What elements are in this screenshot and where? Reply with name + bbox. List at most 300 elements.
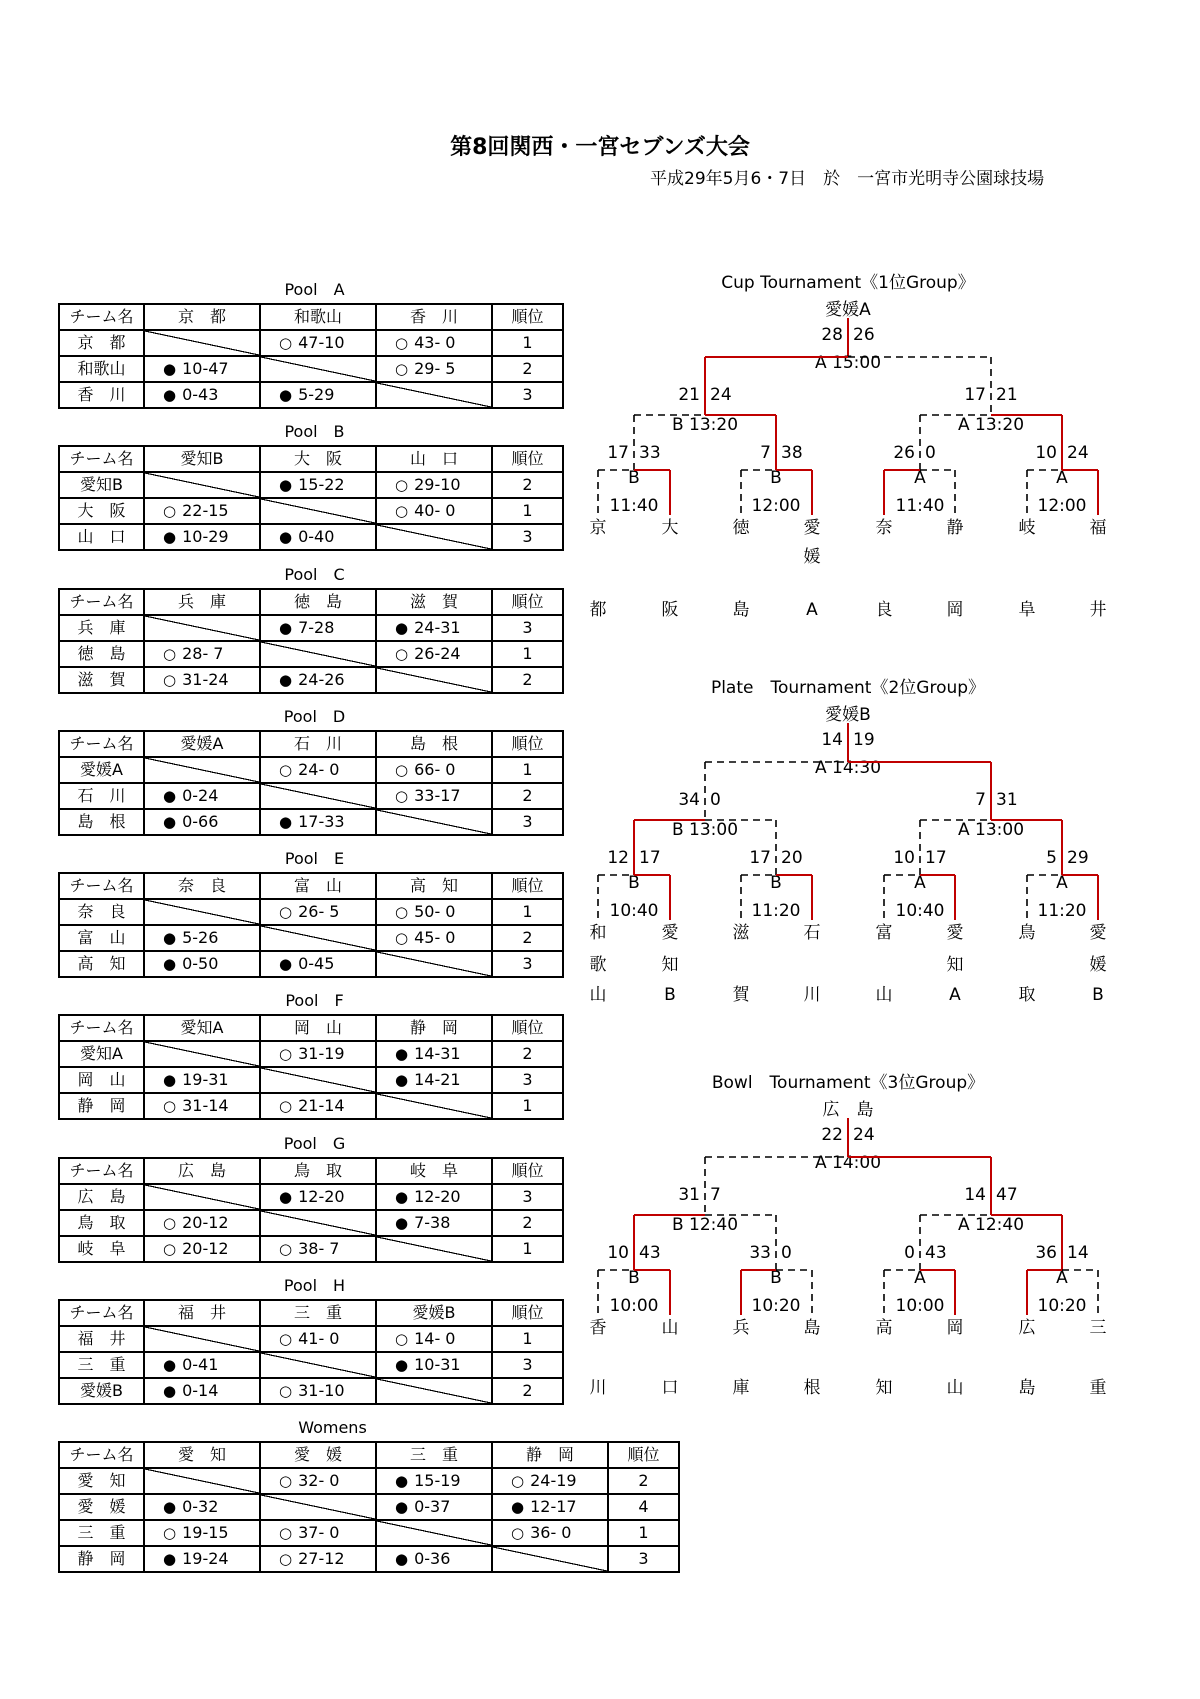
match-result — [376, 1352, 492, 1378]
match-result — [260, 1184, 376, 1210]
team-name-char: 山 — [589, 985, 607, 1005]
rank-value: 2 — [492, 472, 563, 498]
match-score: 0-37 — [409, 1497, 451, 1516]
team-name: 愛媛A — [59, 757, 144, 783]
self-match-cell — [144, 615, 260, 641]
match-result — [376, 1067, 492, 1093]
match-result — [376, 1326, 492, 1352]
team-name-char: B — [664, 985, 676, 1005]
match-result — [376, 925, 492, 951]
opponent-header: 愛媛B — [376, 1300, 492, 1326]
match-score: 26- 5 — [293, 902, 340, 921]
team-name: 愛知B — [59, 472, 144, 498]
match-result — [260, 667, 376, 693]
rank-value: 1 — [492, 1326, 563, 1352]
opponent-header: 愛 知 — [144, 1442, 260, 1468]
opponent-header: 徳 島 — [260, 589, 376, 615]
match-score: 12-20 — [409, 1187, 461, 1206]
match-score: 31-19 — [293, 1044, 345, 1063]
match-score: 28- 7 — [177, 644, 224, 663]
pool-name: Pool B — [284, 422, 345, 441]
rank-value: 4 — [608, 1494, 679, 1520]
team-name: 島 根 — [59, 809, 144, 835]
match-result — [260, 615, 376, 641]
bracket — [560, 675, 1160, 1075]
match-score: 29- 5 — [409, 359, 456, 378]
team-name-char: 滋 — [732, 923, 750, 943]
team-name-header: チーム名 — [59, 446, 144, 472]
quarter-score-left: 0 — [904, 1243, 915, 1263]
quarter-score-left: 10 — [1035, 443, 1057, 463]
quarter-score-right: 38 — [781, 443, 803, 463]
win-mark: ○ — [279, 334, 293, 352]
quarter-time: 11:20 — [751, 901, 801, 921]
quarter-court: A — [914, 1268, 926, 1288]
loss-mark: ● — [395, 1498, 409, 1516]
semi-score-right: 7 — [710, 1185, 721, 1205]
self-match-cell — [260, 1352, 376, 1378]
pool-row — [59, 1236, 563, 1262]
self-match-cell — [260, 925, 376, 951]
pool-table — [58, 730, 564, 836]
loss-mark: ● — [163, 1071, 177, 1089]
semi-court-time: A 13:00 — [957, 820, 1025, 840]
team-name-char: 大 — [661, 518, 679, 538]
quarter-score-right: 17 — [925, 848, 947, 868]
team-name-char: 庫 — [732, 1378, 750, 1398]
match-score: 21-14 — [293, 1096, 345, 1115]
match-score: 41- 0 — [293, 1329, 340, 1348]
rank-value: 2 — [492, 356, 563, 382]
match-score: 0-41 — [177, 1355, 219, 1374]
match-result — [144, 951, 260, 977]
semi-score-right: 24 — [710, 385, 732, 405]
rank-value: 1 — [492, 899, 563, 925]
team-name-char: 石 — [803, 923, 821, 943]
win-mark: ○ — [395, 502, 409, 520]
final-score-right: 26 — [853, 325, 875, 345]
match-result — [260, 330, 376, 356]
match-result — [260, 1378, 376, 1404]
match-score: 12-17 — [525, 1497, 577, 1516]
semi-court-time: B 13:20 — [671, 415, 739, 435]
loss-mark: ● — [395, 1045, 409, 1063]
pool-table — [58, 445, 564, 551]
team-name: 岡 山 — [59, 1067, 144, 1093]
match-score: 0-36 — [409, 1549, 451, 1568]
match-result — [376, 757, 492, 783]
team-name-char: 愛 — [803, 518, 821, 538]
pool-row — [59, 667, 563, 693]
win-mark: ○ — [279, 1382, 293, 1400]
match-result — [492, 1520, 608, 1546]
semi-score-left: 31 — [678, 1185, 700, 1205]
semi-court-time: A 13:20 — [957, 415, 1025, 435]
match-result — [144, 1236, 260, 1262]
team-name: 和歌山 — [59, 356, 144, 382]
team-name: 愛 媛 — [59, 1494, 144, 1520]
quarter-time: 11:40 — [895, 496, 945, 516]
match-result — [144, 1210, 260, 1236]
team-name-char: 京 — [589, 518, 607, 538]
team-name-char: 川 — [589, 1378, 607, 1398]
team-name-char: A — [949, 985, 961, 1005]
self-match-cell — [260, 783, 376, 809]
loss-mark: ● — [395, 619, 409, 637]
pool-name: Pool D — [283, 707, 346, 726]
match-result — [376, 783, 492, 809]
pool-row — [59, 356, 563, 382]
match-result — [376, 1184, 492, 1210]
match-result — [144, 1067, 260, 1093]
match-score: 50- 0 — [409, 902, 456, 921]
win-mark: ○ — [395, 476, 409, 494]
team-name-char: 鳥 — [1018, 923, 1036, 943]
team-name-header: チーム名 — [59, 1442, 144, 1468]
team-name-char: 山 — [946, 1378, 964, 1398]
match-score: 40- 0 — [409, 501, 456, 520]
match-result — [144, 498, 260, 524]
self-match-cell — [144, 330, 260, 356]
win-mark: ○ — [511, 1524, 525, 1542]
tournament-title: Bowl Tournament《3位Group》 — [711, 1073, 985, 1093]
team-name-char: 根 — [803, 1378, 821, 1398]
pool-table — [58, 1014, 564, 1120]
rank-header: 順位 — [492, 873, 563, 899]
self-match-cell — [376, 524, 492, 550]
self-match-cell — [144, 899, 260, 925]
loss-mark: ● — [163, 787, 177, 805]
self-match-cell — [260, 498, 376, 524]
rank-value: 3 — [492, 1352, 563, 1378]
win-mark: ○ — [279, 1097, 293, 1115]
self-match-cell — [144, 1184, 260, 1210]
opponent-header: 滋 賀 — [376, 589, 492, 615]
self-match-cell — [376, 1378, 492, 1404]
pool-row — [59, 1326, 563, 1352]
quarter-court: B — [628, 873, 640, 893]
loss-mark: ● — [163, 813, 177, 831]
loss-mark: ● — [279, 528, 293, 546]
match-score: 10-29 — [177, 527, 229, 546]
self-match-cell — [376, 1236, 492, 1262]
team-name: 滋 賀 — [59, 667, 144, 693]
match-result — [376, 615, 492, 641]
opponent-header: 岡 山 — [260, 1015, 376, 1041]
rank-value: 3 — [492, 615, 563, 641]
team-name-header: チーム名 — [59, 589, 144, 615]
rank-value: 2 — [492, 783, 563, 809]
team-name-char: 媛 — [1089, 955, 1107, 975]
team-name-char: 都 — [589, 600, 607, 620]
win-mark: ○ — [163, 502, 177, 520]
semi-score-left: 7 — [975, 790, 986, 810]
pool-row — [59, 757, 563, 783]
match-result — [144, 1378, 260, 1404]
match-score: 31-10 — [293, 1381, 345, 1400]
team-name-char: 高 — [875, 1318, 893, 1338]
team-name-char: 井 — [1089, 600, 1107, 620]
rank-value: 3 — [492, 1067, 563, 1093]
team-name-char: 知 — [875, 1378, 893, 1398]
match-result — [376, 641, 492, 667]
team-name: 愛知A — [59, 1041, 144, 1067]
win-mark: ○ — [279, 761, 293, 779]
team-name-char: 愛 — [946, 923, 964, 943]
loss-mark: ● — [163, 528, 177, 546]
pool-row — [59, 1378, 563, 1404]
team-name-char: 知 — [661, 955, 679, 975]
opponent-header: 兵 庫 — [144, 589, 260, 615]
win-mark: ○ — [163, 645, 177, 663]
opponent-header: 和歌山 — [260, 304, 376, 330]
match-result — [260, 1093, 376, 1119]
opponent-header: 福 井 — [144, 1300, 260, 1326]
match-score: 17-33 — [293, 812, 345, 831]
match-score: 0-40 — [293, 527, 335, 546]
quarter-score-left: 10 — [893, 848, 915, 868]
team-name: 静 岡 — [59, 1546, 144, 1572]
final-score-right: 24 — [853, 1125, 875, 1145]
pool-row — [59, 524, 563, 550]
team-name-header: チーム名 — [59, 1015, 144, 1041]
match-score: 20-12 — [177, 1213, 229, 1232]
final-score-right: 19 — [853, 730, 875, 750]
pool-table — [58, 872, 564, 978]
rank-value: 2 — [492, 1041, 563, 1067]
loss-mark: ● — [395, 1472, 409, 1490]
match-score: 5-26 — [177, 928, 219, 947]
opponent-header: 京 都 — [144, 304, 260, 330]
opponent-header: 岐 阜 — [376, 1158, 492, 1184]
rank-value: 3 — [492, 524, 563, 550]
self-match-cell — [492, 1546, 608, 1572]
quarter-score-left: 5 — [1046, 848, 1057, 868]
win-mark: ○ — [395, 787, 409, 805]
rank-value: 2 — [492, 1378, 563, 1404]
loss-mark: ● — [395, 1071, 409, 1089]
match-score: 0-32 — [177, 1497, 219, 1516]
team-name-char: 福 — [1089, 518, 1107, 538]
quarter-court: B — [770, 873, 782, 893]
match-result — [376, 356, 492, 382]
self-match-cell — [376, 951, 492, 977]
team-name-char: 愛 — [1089, 923, 1107, 943]
opponent-header: 三 重 — [376, 1442, 492, 1468]
win-mark: ○ — [395, 645, 409, 663]
rank-value: 1 — [492, 498, 563, 524]
match-score: 15-19 — [409, 1471, 461, 1490]
self-match-cell — [376, 1520, 492, 1546]
match-result — [260, 899, 376, 925]
team-name-char: 岡 — [946, 1318, 964, 1338]
match-result — [260, 1468, 376, 1494]
self-match-cell — [144, 1326, 260, 1352]
match-result — [376, 1210, 492, 1236]
self-match-cell — [144, 1041, 260, 1067]
quarter-court: A — [914, 468, 926, 488]
opponent-header: 愛知A — [144, 1015, 260, 1041]
self-match-cell — [260, 1067, 376, 1093]
win-mark: ○ — [395, 761, 409, 779]
pool-table — [58, 1299, 564, 1405]
quarter-score-left: 26 — [893, 443, 915, 463]
quarter-court: A — [1056, 873, 1068, 893]
loss-mark: ● — [395, 1214, 409, 1232]
match-result — [376, 1494, 492, 1520]
team-name: 兵 庫 — [59, 615, 144, 641]
win-mark: ○ — [395, 360, 409, 378]
win-mark: ○ — [163, 1097, 177, 1115]
match-result — [144, 641, 260, 667]
pool-name: Pool H — [283, 1276, 346, 1295]
quarter-score-left: 7 — [760, 443, 771, 463]
pool-name: Womens — [298, 1418, 367, 1437]
pool-row — [59, 615, 563, 641]
quarter-score-left: 10 — [607, 1243, 629, 1263]
match-score: 45- 0 — [409, 928, 456, 947]
pool-row — [59, 1093, 563, 1119]
page-title: 第8回関西・一宮セブンズ大会 — [450, 135, 750, 160]
team-name: 岐 阜 — [59, 1236, 144, 1262]
team-name: 大 阪 — [59, 498, 144, 524]
match-result — [260, 757, 376, 783]
quarter-court: B — [628, 468, 640, 488]
match-score: 27-12 — [293, 1549, 345, 1568]
match-result — [376, 1546, 492, 1572]
team-name-header: チーム名 — [59, 1158, 144, 1184]
team-name: 石 川 — [59, 783, 144, 809]
match-score: 0-66 — [177, 812, 219, 831]
rank-header: 順位 — [492, 446, 563, 472]
quarter-time: 11:20 — [1037, 901, 1087, 921]
self-match-cell — [144, 757, 260, 783]
self-match-cell — [260, 1210, 376, 1236]
quarter-score-left: 17 — [607, 443, 629, 463]
match-score: 19-15 — [177, 1523, 229, 1542]
loss-mark: ● — [163, 1550, 177, 1568]
quarter-court: A — [1056, 468, 1068, 488]
pool-name: Pool F — [285, 991, 344, 1010]
pool-row — [59, 1468, 679, 1494]
team-name: 徳 島 — [59, 641, 144, 667]
pool-row — [59, 1067, 563, 1093]
quarter-score-right: 0 — [781, 1243, 792, 1263]
rank-value: 1 — [608, 1520, 679, 1546]
match-score: 0-43 — [177, 385, 219, 404]
bracket — [560, 270, 1160, 670]
rank-value: 1 — [492, 641, 563, 667]
match-result — [376, 1468, 492, 1494]
team-name: 奈 良 — [59, 899, 144, 925]
win-mark: ○ — [395, 1330, 409, 1348]
team-name-char: 奈 — [875, 518, 893, 538]
quarter-score-right: 24 — [1067, 443, 1089, 463]
match-score: 14-31 — [409, 1044, 461, 1063]
loss-mark: ● — [279, 813, 293, 831]
quarter-time: 10:40 — [895, 901, 945, 921]
pool-name: Pool E — [284, 849, 345, 868]
match-result — [376, 498, 492, 524]
win-mark: ○ — [279, 1472, 293, 1490]
quarter-time: 10:00 — [895, 1296, 945, 1316]
team-name: 広 島 — [59, 1184, 144, 1210]
opponent-header: 愛 媛 — [260, 1442, 376, 1468]
rank-value: 3 — [492, 951, 563, 977]
rank-header: 順位 — [608, 1442, 679, 1468]
match-result — [144, 1093, 260, 1119]
match-result — [260, 809, 376, 835]
match-score: 43- 0 — [409, 333, 456, 352]
match-score: 37- 0 — [293, 1523, 340, 1542]
match-score: 22-15 — [177, 501, 229, 520]
match-result — [376, 472, 492, 498]
quarter-time: 10:00 — [609, 1296, 659, 1316]
team-name-char: 知 — [946, 955, 964, 975]
match-result — [144, 524, 260, 550]
match-result — [144, 809, 260, 835]
opponent-header: 石 川 — [260, 731, 376, 757]
team-name-char: 岐 — [1018, 518, 1036, 538]
match-result — [376, 1041, 492, 1067]
loss-mark: ● — [163, 1356, 177, 1374]
rank-header: 順位 — [492, 1015, 563, 1041]
match-score: 7-38 — [409, 1213, 451, 1232]
win-mark: ○ — [279, 1524, 293, 1542]
opponent-header: 静 岡 — [376, 1015, 492, 1041]
team-name-char: 山 — [875, 985, 893, 1005]
match-score: 10-47 — [177, 359, 229, 378]
quarter-court: A — [1056, 1268, 1068, 1288]
team-name: 香 川 — [59, 382, 144, 408]
team-name: 愛 知 — [59, 1468, 144, 1494]
pool-row — [59, 925, 563, 951]
match-score: 14- 0 — [409, 1329, 456, 1348]
rank-header: 順位 — [492, 1158, 563, 1184]
pool-row — [59, 472, 563, 498]
match-score: 24-26 — [293, 670, 345, 689]
loss-mark: ● — [163, 929, 177, 947]
match-result — [376, 330, 492, 356]
rank-value: 3 — [492, 809, 563, 835]
match-score: 20-12 — [177, 1239, 229, 1258]
quarter-score-left: 12 — [607, 848, 629, 868]
semi-court-time: B 13:00 — [671, 820, 739, 840]
match-result — [144, 382, 260, 408]
opponent-header: 奈 良 — [144, 873, 260, 899]
self-match-cell — [260, 1494, 376, 1520]
pool-row — [59, 899, 563, 925]
self-match-cell — [376, 667, 492, 693]
match-result — [144, 1494, 260, 1520]
tournament-title: Cup Tournament《1位Group》 — [721, 273, 975, 293]
team-name: 高 知 — [59, 951, 144, 977]
pool-row — [59, 382, 563, 408]
match-score: 5-29 — [293, 385, 335, 404]
tournament-winner: 愛媛B — [825, 705, 871, 725]
pool-row — [59, 641, 563, 667]
quarter-score-left: 33 — [749, 1243, 771, 1263]
quarter-time: 10:20 — [751, 1296, 801, 1316]
opponent-header: 鳥 取 — [260, 1158, 376, 1184]
win-mark: ○ — [279, 903, 293, 921]
self-match-cell — [260, 356, 376, 382]
loss-mark: ● — [395, 1188, 409, 1206]
opponent-header: 愛媛A — [144, 731, 260, 757]
quarter-score-right: 29 — [1067, 848, 1089, 868]
pool-name: Pool A — [284, 280, 345, 299]
pool-row — [59, 1494, 679, 1520]
